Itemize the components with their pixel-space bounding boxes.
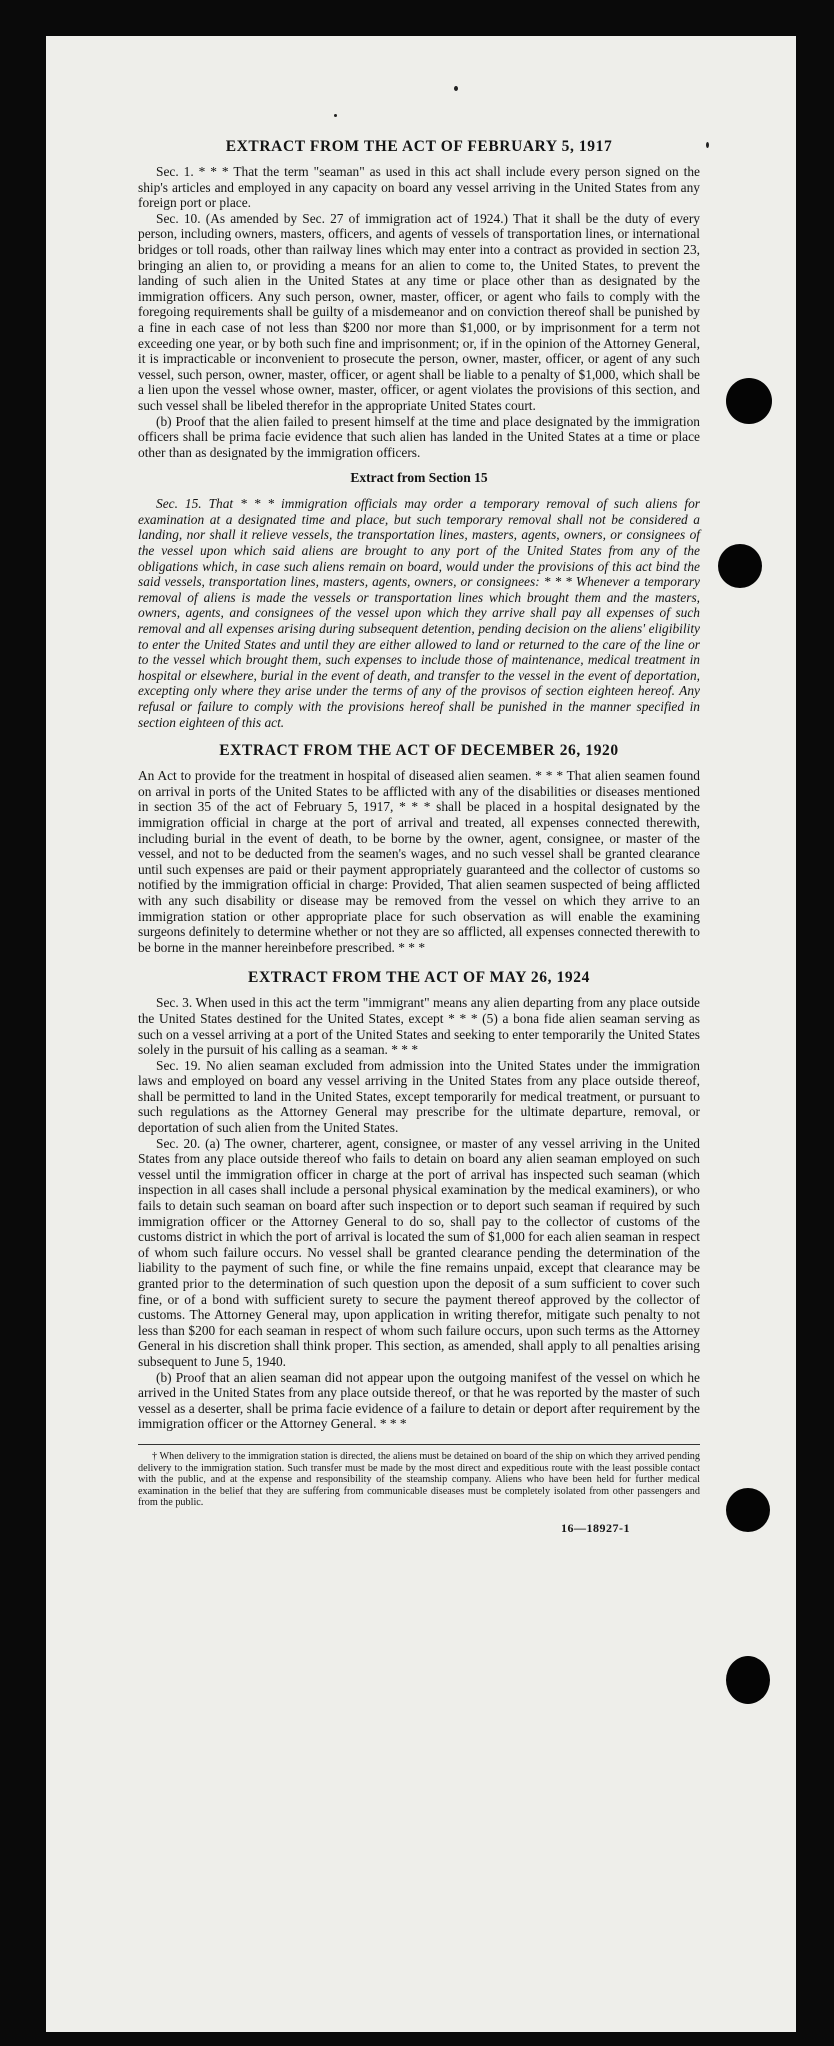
heading-act-1917: EXTRACT FROM THE ACT OF FEBRUARY 5, 1917 xyxy=(225,138,613,155)
section-act-1917 xyxy=(138,138,700,460)
section-act-1924 xyxy=(138,969,700,1432)
heading-act-1924: EXTRACT FROM THE ACT OF MAY 26, 1924 xyxy=(248,969,590,987)
document-page xyxy=(46,36,796,2032)
section-act-1920 xyxy=(138,742,700,955)
punch-hole-icon xyxy=(726,1488,770,1532)
paragraph-sec-10: Sec. 10. (As amended by Sec. 27 of immigration act of 1924.) That it shall be the duty of every person, including owners, masters, officers, and agents of vessels of transportation lines, or international bridges or toll roads, other than railway lines which may enter into a contract as provided in section 23, bringing an alien to, or providing a means for an alien to come to, the United States, to prevent the landing of such alien in the United States at any time or place other than as designated by the immigration officers. Any such person, owner, master, officer, or agent who fails to comply with the foregoing requirements shall be guilty of a misdemeanor and on conviction thereof shall be punished by a fine in each case of not less than $200 nor more than $1,000, or by imprisonment for a term not exceeding one year, or by both such fine and imprisonment; or, if in the opinion of the Attorney General, it is impracticable or inconvenient to prosecute the person, owner, master, officer, or agent of any such vessel, such person, owner, master, officer, or agent shall be liable to a penalty of $1,000, which shall be a lien upon the vessel whose owner, master, officer, or agent violates the provisions of this section, and such vessel shall be libeled therefor in the appropriate United States court. xyxy=(138,210,700,413)
paragraph-sec-20-b: (b) Proof that an alien seaman did not appear upon the outgoing manifest of the vessel on which he arrived in the United States from any place outside thereof, or that he was reported by the master of such vessel as a deserter, shall be prima facie evidence of a failure to detain or deport after requirement by the immigration officer or the Attorney General. * * * xyxy=(138,1369,700,1432)
heading-section-15: Extract from Section 15 xyxy=(350,470,488,486)
punch-hole-icon xyxy=(718,544,762,588)
scan-speck xyxy=(454,86,458,91)
paragraph-sec-3: Sec. 3. When used in this act the term "immigrant" means any alien departing from any place outside the United States destined for the United States, except * * * (5) a bona fide alien seaman serving as such on a vessel arriving at a port of the United States and seeking to enter temporarily the United States solely in the pursuit of his calling as a seaman. * * * xyxy=(138,995,700,1058)
paragraph-sec-15: Sec. 15. That * * * immigration officials may order a temporary removal of such aliens for examination at a designated time and place, but such temporary removal shall not be considered a landing, nor shall it relieve vessels, the transportation lines, masters, agents, owners, or consignees of the vessel upon which said aliens are brought to any port of the United States from any of the obligations which, in case such aliens remain on board, would under the provisions of this act bind the said vessels, transportation lines, masters, agents, owners, or consignees: * * * Whenever a temporary removal of aliens is made the vessels or transportation lines which brought them and the masters, owners, agents, and consignees of the vessel upon which they arrive shall pay all expenses of such removal and all expenses arising during subsequent detention, pending decision on the aliens' eligibility to enter the United States and until they are either allowed to land or returned to the care of the line or to the vessel which brought them, such expenses to include those of maintenance, medical treatment in hospital or elsewhere, burial in the event of death, and transfer to the vessel in the event of deportation, excepting only where they arise under the terms of any of the provisos of section eighteen hereof. Any refusal or failure to comply with the provisions hereof shall be punished in the manner specified in section eighteen of this act. xyxy=(138,496,700,730)
paragraph-sec-20-a: Sec. 20. (a) The owner, charterer, agent, consignee, or master of any vessel arriving in the United States from any place outside thereof who fails to detain on board any alien seaman employed on such vessel until the immigration officer in charge at the port of arrival has inspected such seaman (which inspection in all cases shall include a personal physical examination by the medical examiners), or who fails to detain such seaman on board after such inspection or to deport such seaman if required by such immigration officer or the Attorney General to do so, shall pay to the collector of customs of the customs district in which the port of arrival is located the sum of $1,000 for each alien seaman in respect of whom such failure occurs. No vessel shall be granted clearance pending the determination of the liability to the payment of such fine, or while the fine remains unpaid, except that clearance may be granted prior to the determination of such question upon the deposit of a sum sufficient to cover such fine, or of a bond with sufficient surety to secure the payment thereof approved by the collector of customs. The Attorney General may, upon application in writing therefor, mitigate such penalty to not less than $200 for each seaman in respect of whom such failure occurs, upon such terms as the Attorney General in his discretion shall think proper. This section, as amended, shall apply to all penalties arising subsequent to June 5, 1940. xyxy=(138,1135,700,1369)
paragraph-act-1920: An Act to provide for the treatment in hospital of diseased alien seamen. * * * That alien seamen found on arrival in ports of the United States to be afflicted with any of the disabilities or diseases mentioned in section 35 of the act of February 5, 1917, * * * shall be placed in a hospital designated by the immigration official in charge at the port of arrival and treated, all expenses connected therewith, including burial in the event of death, to be borne by the owner, agent, consignee, or master of the vessel, and not to be deducted from the seamen's wages, and no such vessel shall be granted clearance until such expenses are paid or their payment appropriately guaranteed and the collector of customs so notified by the immigration official in charge: Provided, That alien seamen suspected of being afflicted with any such disability or disease may be removed from the vessel on which they arrive to an immigration station or other appropriate place for such observation as will enable the examining surgeons definitely to determine whether or not they are so afflicted, all expenses connected therewith to be borne in the manner hereinbefore prescribed. * * * xyxy=(138,768,700,955)
punch-hole-icon xyxy=(726,378,772,424)
scan-speck xyxy=(334,114,337,117)
paragraph-sec-19: Sec. 19. No alien seaman excluded from admission into the United States under the immigration laws and employed on board any vessel arriving in the United States from any place outside thereof, shall be permitted to land in the United States, except temporarily for medical treatment, or pursuant to such regulations as the Attorney General may prescribe for the ultimate departure, removal, or deportation of such alien from the United States. xyxy=(138,1057,700,1136)
punch-hole-icon xyxy=(726,1656,770,1704)
section-extract-15 xyxy=(138,470,700,730)
form-code: 16—18927-1 xyxy=(561,1520,630,1535)
paragraph-sec-1: Sec. 1. * * * That the term "seaman" as used in this act shall include every person signed on the ship's articles and employed in any capacity on board any vessel arriving in the United States from any foreign port or place. xyxy=(138,164,700,211)
footnote: † When delivery to the immigration station is directed, the aliens must be detained on board of the ship on which they arrived pending delivery to the immigration station. Such transfer must be made by the most direct and expeditious route with the least possible contact with the public, and at the expense and responsibility of the steamship company. Aliens who have been held for further medical examination in the belief that they are suffering from communicable diseases must be completely isolated from other passengers and from the public. xyxy=(138,1444,700,1509)
paragraph-sec-10-b: (b) Proof that the alien failed to present himself at the time and place designated by the immigration officers shall be prima facie evidence that such alien has landed in the United States at a time or place other than as designated by the immigration officers. xyxy=(138,413,700,460)
scan-speck xyxy=(706,142,709,148)
heading-act-1920: EXTRACT FROM THE ACT OF DECEMBER 26, 1920 xyxy=(219,742,619,760)
